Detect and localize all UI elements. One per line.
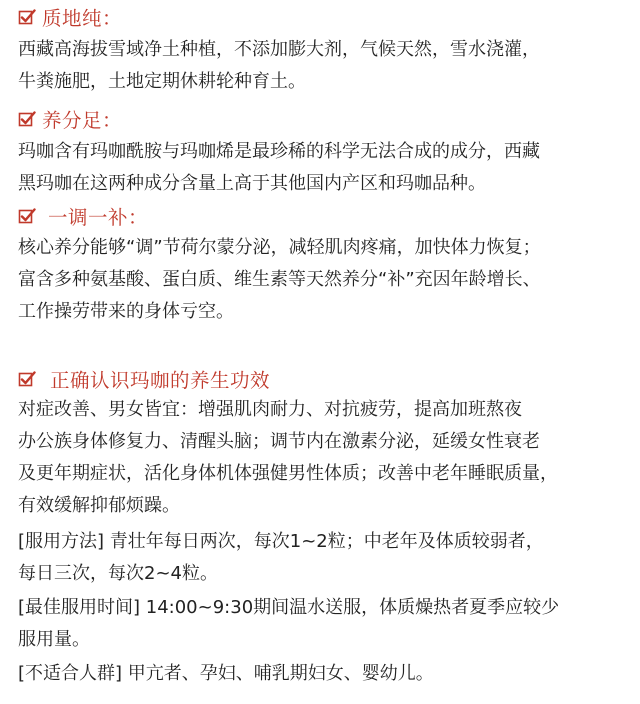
checkmark-box-icon (18, 370, 36, 388)
paragraph-line: 黑玛咖在这两种成分含量上高于其他国内产区和玛咖品种。 (18, 173, 486, 194)
checkmark-box-icon (18, 110, 36, 128)
section-heading-health-effects (18, 364, 270, 394)
paragraph-line: [最佳服用时间] 14:00~9:30期间温水送服，体质燥热者夏季应较少 (18, 597, 560, 618)
paragraph-line: 工作操劳带来的身体亏空。 (18, 301, 234, 322)
checkmark-box-icon (18, 207, 36, 225)
paragraph-line: 及更年期症状，活化身体机体强健男性体质；改善中老年睡眠质量， (18, 463, 558, 484)
section-heading-nutrition (18, 104, 122, 134)
section-heading-text: 质地纯： (42, 7, 123, 30)
paragraph-line: 办公族身体修复力、清醒头脑；调节内在激素分泌，延缓女性衰老 (18, 431, 540, 452)
paragraph-line: 西藏高海拔雪域净土种植，不添加膨大剂，气候天然，雪水浇灌， (18, 39, 540, 60)
paragraph-line: 对症改善、男女皆宜：增强肌肉耐力、对抗疲劳，提高加班熬夜 (18, 399, 522, 420)
section-heading-text: 养分足： (42, 109, 123, 132)
paragraph-line: 富含多种氨基酸、蛋白质、维生素等天然养分“补”充因年龄增长、 (18, 269, 541, 290)
paragraph-line: [服用方法] 青壮年每日两次，每次1~2粒；中老年及体质较弱者， (18, 531, 544, 552)
paragraph-line: [不适合人群] 甲亢者、孕妇、哺乳期妇女、婴幼儿。 (18, 663, 434, 684)
section-heading-text: 一调一补： (48, 206, 149, 229)
checkmark-box-icon (18, 8, 36, 26)
paragraph-line: 有效缓解抑郁烦躁。 (18, 495, 180, 516)
paragraph-line: 服用量。 (18, 629, 90, 650)
section-heading-regulate-supplement (18, 201, 148, 231)
section-heading-purity (18, 2, 122, 32)
paragraph-line: 牛粪施肥，土地定期休耕轮种育土。 (18, 71, 306, 92)
paragraph-line: 玛咖含有玛咖酰胺与玛咖烯是最珍稀的科学无法合成的成分，西藏 (18, 141, 540, 162)
paragraph-line: 核心养分能够“调”节荷尔蒙分泌，减轻肌肉疼痛，加快体力恢复； (18, 237, 541, 258)
section-heading-text: 正确认识玛咖的养生功效 (50, 369, 271, 392)
paragraph-line: 每日三次，每次2~4粒。 (18, 563, 218, 584)
